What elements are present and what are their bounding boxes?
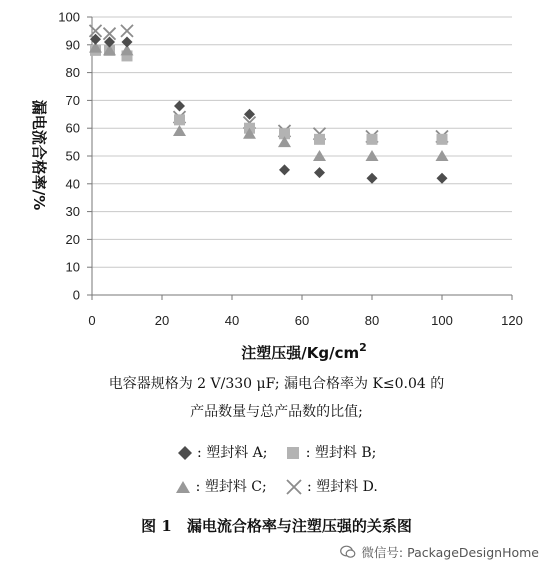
y-tick-label: 60 xyxy=(65,120,80,136)
data-point-triangle xyxy=(173,125,186,136)
legend-marker-triangle xyxy=(175,479,191,495)
figure-caption: 图 1 漏电流合格率与注塑压强的关系图 xyxy=(141,517,412,535)
legend-marker-x xyxy=(285,478,303,496)
y-tick-label: 100 xyxy=(58,9,80,25)
legend-row-1 xyxy=(0,442,553,462)
watermark-text: 微信号: PackageDesignHome xyxy=(361,545,539,560)
data-point-diamond xyxy=(367,173,378,184)
note-line-2: 产品数量与总产品数的比值; xyxy=(190,404,363,420)
data-point-x xyxy=(121,25,133,37)
y-tick-label: 40 xyxy=(65,176,80,192)
y-tick-label: 90 xyxy=(65,37,80,53)
y-tick-label: 80 xyxy=(65,65,80,81)
x-tick-label: 100 xyxy=(431,313,453,328)
y-tick-label: 30 xyxy=(65,204,80,220)
note-line-1: 电容器规格为 2 V/330 μF; 漏电合格率为 K≤0.04 的 xyxy=(108,376,445,392)
data-point-diamond xyxy=(279,164,290,175)
x-axis-title-text: 注塑压强/Kg/cm xyxy=(241,344,360,362)
y-tick-label: 10 xyxy=(65,259,80,275)
x-tick-label: 40 xyxy=(224,313,240,328)
x-tick-label: 0 xyxy=(88,313,96,328)
wechat-icon xyxy=(340,545,356,559)
x-tick-label: 80 xyxy=(364,313,380,328)
data-points xyxy=(89,25,449,184)
data-point-square xyxy=(174,114,185,125)
data-point-square xyxy=(367,134,378,145)
legend-label-d: : 塑封料 D. xyxy=(306,479,378,495)
data-point-square xyxy=(437,134,448,145)
data-point-square xyxy=(314,134,325,145)
legend-marker-square xyxy=(285,445,301,461)
x-axis-title xyxy=(241,341,367,362)
legend-row-2 xyxy=(0,476,553,496)
legend-label-a: : 塑封料 A; xyxy=(197,445,268,461)
x-tick-label: 120 xyxy=(501,313,523,328)
legend-label-c: : 塑封料 C; xyxy=(195,479,267,495)
data-point-diamond xyxy=(314,167,325,178)
data-point-diamond xyxy=(122,37,133,48)
data-point-diamond xyxy=(174,100,185,111)
y-tick-label: 50 xyxy=(65,148,80,164)
x-tick-label: 60 xyxy=(294,313,310,328)
y-tick-label: 70 xyxy=(65,92,80,108)
legend-marker-diamond xyxy=(177,445,193,461)
y-tick-label: 0 xyxy=(72,287,80,303)
legend-label-b: : 塑封料 B; xyxy=(305,445,377,461)
watermark xyxy=(340,543,539,561)
y-tick-label: 20 xyxy=(65,231,80,247)
x-axis-title-superscript: 2 xyxy=(359,341,367,354)
axes xyxy=(87,17,512,300)
x-tick-label: 20 xyxy=(154,313,170,328)
grid xyxy=(92,17,512,267)
y-axis-title: 漏电流合格率/% xyxy=(30,99,48,211)
data-point-diamond xyxy=(437,173,448,184)
